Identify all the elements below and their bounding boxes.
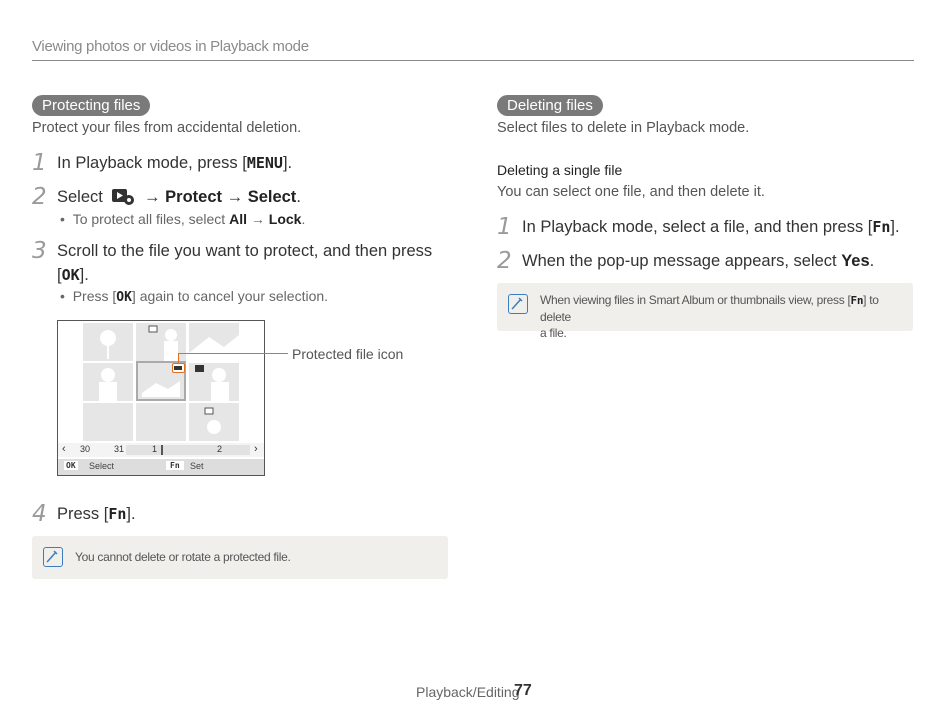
- timeline-date: 1: [152, 444, 158, 454]
- step-text-part: Press [: [57, 505, 109, 523]
- bullet-text: .: [301, 211, 306, 227]
- step-bullet: [60, 211, 305, 227]
- step-text: [522, 249, 874, 273]
- camera-screen-illustration: [57, 320, 265, 476]
- note-text-part: ] to delete: [540, 293, 879, 324]
- step-bullet: [60, 288, 328, 305]
- arrow-icon: →: [144, 188, 161, 206]
- footer-section: Playback/Editing: [416, 684, 520, 700]
- step-text: [57, 185, 301, 212]
- subsection-desc: You can select one file, and then delete it.: [497, 184, 765, 200]
- fn-key-icon: Fn: [108, 505, 127, 523]
- thumbnail-blank: [83, 403, 133, 441]
- step-text: [522, 215, 900, 239]
- step-text-part: When the pop-up message appears, select: [522, 252, 837, 270]
- menu-protect-label: Protect: [165, 188, 222, 206]
- step-number: 4: [32, 501, 47, 527]
- arrow-icon: →: [226, 188, 244, 206]
- menu-select-label: Select: [247, 188, 297, 206]
- callout-line: [178, 353, 179, 363]
- fn-key-icon: Fn: [850, 294, 864, 307]
- step-number: 1: [32, 150, 47, 176]
- step-number: 2: [497, 248, 512, 274]
- ok-key-icon: OK: [66, 461, 76, 470]
- softkey-label: Set: [190, 461, 204, 471]
- thumbnail-landscape: [189, 323, 239, 361]
- softkey-label: Select: [89, 461, 115, 471]
- step-text-part: ].: [79, 266, 89, 284]
- step-number: 3: [32, 238, 47, 264]
- protected-file-icon: [172, 363, 185, 373]
- menu-lock-label: Lock: [268, 211, 302, 227]
- fn-key-icon: Fn: [872, 218, 891, 236]
- section-desc-deleting: Select files to delete in Playback mode.: [497, 120, 750, 136]
- step-text-part: ].: [126, 505, 136, 523]
- section-title-protecting: Protecting files: [32, 95, 150, 116]
- step-text-part: .: [869, 252, 875, 270]
- timeline-date: 31: [114, 444, 125, 454]
- step-number: 1: [497, 214, 512, 240]
- step-text-part: .: [296, 188, 301, 206]
- timeline-track: [126, 445, 250, 455]
- note-box: [497, 283, 913, 340]
- fn-key-icon: Fn: [166, 461, 184, 470]
- note-box: [32, 536, 448, 579]
- menu-all-label: All: [229, 211, 247, 227]
- page-number: 77: [514, 682, 532, 699]
- step-text-part: ].: [890, 218, 900, 236]
- timeline-date: 2: [217, 444, 223, 454]
- menu-key-icon: MENU: [246, 154, 283, 172]
- step-text: [57, 239, 437, 287]
- timeline-cursor: [161, 445, 163, 455]
- callout-line: [178, 353, 288, 354]
- bullet-dot: •: [60, 288, 73, 304]
- arrow-icon: →: [250, 211, 265, 227]
- header-rule: [32, 60, 914, 61]
- softkey-bar: [58, 459, 264, 475]
- nav-right-icon: ›: [254, 443, 258, 455]
- thumbnail-flower: [83, 323, 133, 361]
- option-yes-label: Yes: [841, 252, 870, 270]
- ok-key-icon: OK: [61, 266, 80, 284]
- step-text-part: [: [57, 266, 62, 284]
- thumbnail-blank: [136, 403, 186, 441]
- subsection-title: Deleting a single file: [497, 162, 623, 178]
- step-text-part: Scroll to the file you want to protect, and then press: [57, 242, 433, 260]
- note-text: [540, 292, 900, 341]
- page-header-title: Viewing photos or videos in Playback mode: [32, 38, 309, 55]
- playback-settings-icon: [111, 187, 135, 212]
- callout-label: Protected file icon: [292, 346, 404, 362]
- step-number: 2: [32, 184, 47, 210]
- step-text: [57, 151, 292, 175]
- note-icon: [508, 294, 528, 314]
- nav-left-icon: ‹: [62, 443, 66, 455]
- print-icon: [195, 365, 204, 372]
- step-text-part: In Playback mode, select a file, and then press [: [522, 218, 873, 236]
- thumbnail-person: [83, 363, 133, 401]
- step-text-part: In Playback mode, press [: [57, 154, 247, 172]
- step-text: [57, 502, 136, 526]
- note-text-part: When viewing files in Smart Album or thumbnails view, press [: [540, 293, 851, 307]
- section-desc-protecting: Protect your files from accidental deletion.: [32, 120, 302, 136]
- step-text-part: ].: [282, 154, 293, 172]
- thumbnail-flower: [189, 403, 239, 441]
- note-icon: [43, 547, 63, 567]
- bullet-text: Press [: [72, 288, 117, 304]
- note-text: You cannot delete or rotate a protected file.: [75, 550, 291, 564]
- bullet-dot: •: [60, 211, 73, 227]
- timeline-bar: [58, 443, 264, 457]
- note-text-part: a file.: [540, 326, 567, 340]
- ok-key-icon: OK: [116, 290, 132, 305]
- step-text-part: Select: [57, 188, 103, 206]
- bullet-text: To protect all files, select: [72, 211, 226, 227]
- section-title-deleting: Deleting files: [497, 95, 603, 116]
- timeline-date: 30: [80, 444, 91, 454]
- bullet-text: ] again to cancel your selection.: [131, 288, 329, 304]
